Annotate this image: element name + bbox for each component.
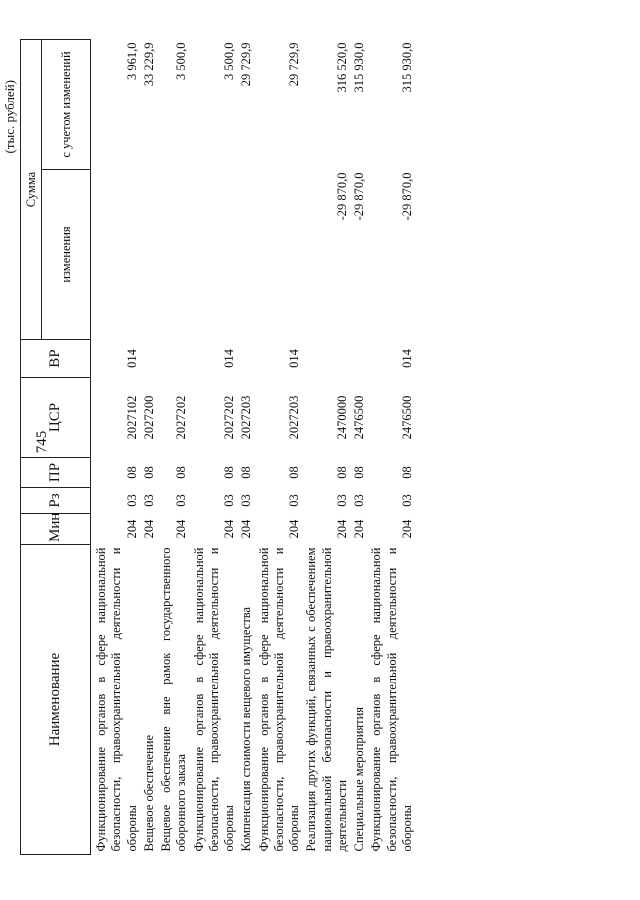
table-row	[158, 40, 191, 855]
row-rz: 03	[287, 494, 301, 507]
row-pr: 08	[352, 466, 366, 479]
header-csr: ЦСР	[21, 378, 91, 458]
row-change	[158, 170, 191, 340]
header-s-uchetom: с учетом изменений	[42, 40, 91, 170]
row-pr: 08	[334, 466, 349, 479]
header-rz: Рз	[21, 488, 91, 514]
row-csr: 2027202	[174, 395, 189, 440]
row-name: Функционирование органов в сфере национальной безопасности, правоохранительной деятельности и обороны	[369, 547, 414, 852]
row-name: Функционирование органов в сфере национальной безопасности, правоохранительной деятельности и обороны	[256, 547, 301, 852]
row-min: 204	[239, 519, 254, 539]
row-rz: 03	[399, 494, 414, 507]
row-total: 33 229,9	[141, 42, 156, 87]
row-vr: 014	[287, 349, 301, 368]
row-csr: 2027202	[222, 395, 236, 440]
row-vr: 014	[222, 349, 236, 368]
row-name: Реализация других функций, связанных с обеспечением национальной безопасности и правоохранительной деятельности	[304, 547, 349, 852]
row-change	[91, 170, 141, 340]
row-csr: 2027203	[287, 395, 301, 440]
header-pr: ПР	[21, 458, 91, 488]
header-min: Мин	[21, 514, 91, 545]
row-name: Специальные мероприятия	[352, 706, 366, 852]
row-pr: 08	[124, 466, 139, 479]
row-rz: 03	[334, 494, 349, 507]
row-rz: 03	[352, 494, 366, 507]
row-csr: 2027200	[141, 395, 156, 440]
row-csr: 2470000	[334, 395, 349, 440]
row-total: 315 930,0	[399, 42, 414, 93]
row-change: -29 870,0	[352, 172, 366, 221]
table-row	[238, 40, 255, 855]
row-pr: 08	[239, 466, 254, 479]
row-vr: 014	[399, 349, 414, 368]
row-vr	[158, 340, 191, 378]
row-change	[256, 170, 304, 340]
row-name: Вещевое обеспечение вне рамок государственного оборонного заказа	[159, 547, 189, 852]
row-name: Компенсация стоимости вещевого имущества	[239, 606, 254, 852]
row-vr: 014	[124, 349, 139, 368]
table-row	[141, 40, 158, 855]
row-name: Функционирование органов в сфере национальной безопасности, правоохранительной деятельности и обороны	[191, 547, 236, 852]
row-vr	[238, 340, 255, 378]
row-min: 204	[334, 519, 349, 539]
row-csr: 2476500	[399, 395, 414, 440]
row-total: 316 520,0	[334, 42, 349, 93]
row-change	[141, 170, 158, 340]
row-rz: 03	[174, 494, 189, 507]
row-rz: 03	[239, 494, 254, 507]
row-min: 204	[124, 519, 139, 539]
row-total: 3 961,0	[124, 42, 139, 80]
table-row	[351, 40, 368, 855]
header-name: Наименование	[21, 545, 91, 855]
row-change	[238, 170, 255, 340]
row-min: 204	[287, 519, 301, 539]
budget-table	[20, 39, 416, 855]
units-label: (тыс. рублей)	[2, 80, 17, 154]
row-rz: 03	[222, 494, 236, 507]
row-pr: 08	[287, 466, 301, 479]
row-change	[191, 170, 239, 340]
header-vr: ВР	[21, 340, 91, 378]
row-total: 29 729,9	[239, 42, 254, 87]
row-pr: 08	[399, 466, 414, 479]
row-vr	[351, 340, 368, 378]
header-izmeneniya: изменения	[42, 170, 91, 340]
row-name: Функционирование органов в сфере национальной безопасности, правоохранительной деятельности и обороны	[94, 547, 139, 852]
row-min: 204	[141, 519, 156, 539]
header-summa: Сумма	[21, 40, 42, 340]
table-row	[368, 40, 416, 855]
row-rz: 03	[141, 494, 156, 507]
row-pr: 08	[141, 466, 156, 479]
row-change: -29 870,0	[399, 172, 414, 221]
row-min: 204	[222, 519, 236, 539]
row-pr: 08	[222, 466, 236, 479]
page-number: 745	[34, 430, 50, 454]
row-total: 3 500,0	[222, 42, 236, 80]
row-total: 3 500,0	[174, 42, 189, 80]
row-total: 29 729,9	[287, 42, 301, 87]
row-change: -29 870,0	[334, 172, 349, 221]
row-vr	[303, 340, 351, 378]
table-row	[303, 40, 351, 855]
table-body	[91, 40, 417, 855]
row-pr: 08	[174, 466, 189, 479]
row-csr: 2027102	[124, 395, 139, 440]
row-csr: 2476500	[352, 395, 366, 440]
table-row	[91, 40, 141, 855]
row-rz: 03	[124, 494, 139, 507]
row-min: 204	[399, 519, 414, 539]
table-row	[191, 40, 239, 855]
row-name: Вещевое обеспечение	[141, 735, 156, 852]
row-vr	[141, 340, 158, 378]
table-row	[256, 40, 304, 855]
row-min: 204	[352, 519, 366, 539]
row-total: 315 930,0	[352, 42, 366, 93]
row-min: 204	[174, 519, 189, 539]
row-csr: 2027203	[239, 395, 254, 440]
